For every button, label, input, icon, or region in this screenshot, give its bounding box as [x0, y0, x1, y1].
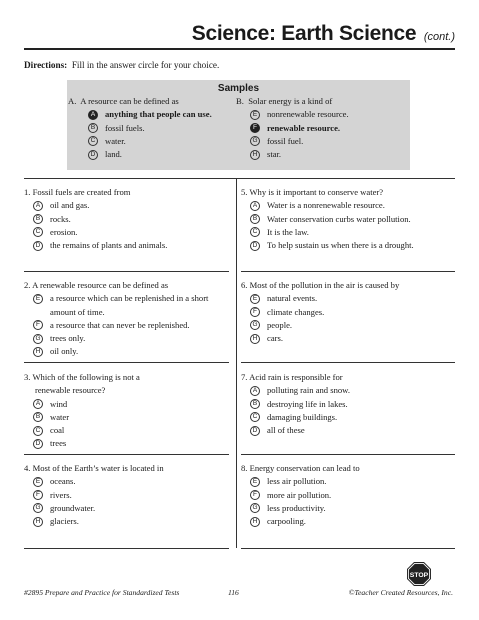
answer-option[interactable] — [250, 384, 455, 397]
divider-right-4 — [241, 548, 455, 549]
answer-bubble[interactable]: G — [250, 320, 260, 330]
question-stem: 1. Fossil fuels are created from — [24, 187, 131, 197]
question-stem: 7. Acid rain is responsible for — [241, 372, 343, 382]
option-text: oceans. — [50, 476, 76, 487]
answer-option[interactable] — [250, 199, 455, 212]
page-number: 116 — [228, 588, 239, 597]
question-3 — [24, 371, 229, 451]
answer-bubble[interactable]: B — [88, 123, 98, 133]
option-text: star. — [267, 149, 282, 160]
answer-bubble[interactable]: F — [250, 307, 260, 317]
option-text: polluting rain and snow. — [267, 385, 350, 396]
answer-option[interactable] — [33, 292, 229, 319]
option-text: trees — [50, 438, 67, 449]
sample-b — [236, 95, 349, 161]
divider-right-3 — [241, 454, 455, 455]
divider-left-2 — [24, 362, 229, 363]
option-text: cars. — [267, 333, 283, 344]
sample-b-option[interactable] — [250, 108, 349, 121]
answer-bubble[interactable]: G — [33, 334, 43, 344]
question-stem: 2. A renewable resource can be defined as — [24, 280, 169, 290]
question-stem: 5. Why is it important to conserve water? — [241, 187, 384, 197]
answer-bubble[interactable]: C — [33, 426, 43, 436]
question-2 — [24, 279, 229, 359]
option-text: fossil fuels. — [105, 122, 145, 133]
option-text: oil only. — [50, 346, 79, 357]
answer-bubble[interactable]: A — [33, 201, 43, 211]
footer-left: #2895 Prepare and Practice for Standardized Tests — [24, 588, 180, 597]
sample-a-option[interactable] — [88, 148, 212, 161]
directions-text: Fill in the answer circle for your choice. — [71, 60, 220, 70]
answer-bubble[interactable]: H — [250, 334, 260, 344]
directions — [24, 60, 219, 70]
option-text: carpooling. — [267, 516, 306, 527]
question-stem: 6. Most of the pollution in the air is caused by — [241, 280, 400, 290]
answer-bubble[interactable]: A — [33, 399, 43, 409]
sample-b-option[interactable] — [250, 122, 349, 135]
answer-option[interactable] — [33, 475, 229, 488]
question-7 — [241, 371, 455, 437]
sample-b-stem — [236, 95, 349, 108]
sample-a — [68, 95, 212, 161]
option-text: less productivity. — [267, 502, 326, 513]
sample-a-option[interactable] — [88, 122, 212, 135]
answer-option[interactable] — [250, 475, 455, 488]
footer-right: ©Teacher Created Resources, Inc. — [348, 588, 453, 597]
question-stem: 3. Which of the following is not a — [24, 372, 140, 382]
answer-bubble[interactable]: E — [250, 294, 260, 304]
divider-top — [24, 178, 455, 179]
option-text: renewable resource. — [267, 122, 341, 133]
answer-option[interactable] — [250, 398, 455, 411]
option-text: wind — [50, 398, 68, 409]
divider-left-1 — [24, 271, 229, 272]
answer-option[interactable] — [250, 213, 455, 226]
question-4 — [24, 462, 229, 528]
option-text: a resource that can never be replenished. — [50, 319, 190, 330]
option-text: people. — [267, 319, 293, 330]
answer-option[interactable] — [250, 411, 455, 424]
question-6 — [241, 279, 455, 345]
answer-option[interactable] — [33, 398, 229, 411]
divider-right-2 — [241, 362, 455, 363]
title-cont: (cont.) — [423, 31, 455, 43]
option-text: rivers. — [50, 489, 72, 500]
answer-option[interactable] — [33, 213, 229, 226]
option-text: land. — [105, 149, 122, 160]
option-text: a resource which can be replenished in a short amount of time. — [50, 293, 209, 317]
answer-bubble[interactable]: B — [33, 412, 43, 422]
question-stem-cont: renewable resource? — [35, 385, 106, 396]
stop-sign-icon — [407, 562, 431, 586]
option-text: trees only. — [50, 333, 86, 344]
answer-option[interactable] — [33, 199, 229, 212]
answer-bubble[interactable]: H — [33, 347, 43, 357]
sample-b-num: B. — [236, 96, 244, 106]
sample-a-num: A. — [68, 96, 77, 106]
samples-title: Samples — [217, 83, 260, 94]
answer-bubble[interactable]: A — [250, 386, 260, 396]
option-text: coal — [50, 425, 65, 436]
title-text: Science: Earth Science — [191, 22, 417, 45]
question-8 — [241, 462, 455, 528]
option-text: less air pollution. — [267, 476, 327, 487]
answer-bubble[interactable]: F — [33, 320, 43, 330]
answer-bubble[interactable]: D — [88, 150, 98, 160]
option-text: oil and gas. — [50, 200, 90, 211]
answer-option[interactable] — [33, 239, 229, 252]
question-1 — [24, 186, 229, 252]
divider-left-4 — [24, 548, 229, 549]
answer-bubble[interactable]: G — [33, 503, 43, 513]
answer-bubble[interactable]: F — [33, 490, 43, 500]
answer-bubble[interactable]: G — [250, 503, 260, 513]
answer-bubble[interactable]: C — [33, 227, 43, 237]
sample-a-option[interactable] — [88, 108, 212, 121]
answer-bubble[interactable]: D — [33, 439, 43, 449]
option-text: Water is a nonrenewable resource. — [267, 200, 385, 211]
answer-bubble[interactable]: E — [250, 110, 260, 120]
answer-bubble[interactable]: D — [33, 241, 43, 251]
answer-option[interactable] — [33, 332, 229, 345]
option-text: natural events. — [267, 293, 318, 304]
divider-right-1 — [241, 271, 455, 272]
answer-bubble[interactable]: F — [250, 123, 260, 133]
answer-option[interactable] — [250, 239, 455, 252]
option-text: climate changes. — [267, 306, 325, 317]
option-text: more air pollution. — [267, 489, 332, 500]
option-text: damaging buildings. — [267, 411, 338, 422]
answer-bubble[interactable]: G — [250, 136, 260, 146]
question-stem: 4. Most of the Earth’s water is located in — [24, 463, 164, 473]
answer-option[interactable] — [33, 411, 229, 424]
option-text: rocks. — [50, 213, 71, 224]
stop-sign-label: STOP — [409, 571, 429, 579]
answer-option[interactable] — [33, 502, 229, 515]
question-5 — [241, 186, 455, 252]
option-text: water. — [105, 135, 126, 146]
divider-left-3 — [24, 454, 229, 455]
answer-option[interactable] — [250, 319, 455, 332]
answer-option[interactable] — [33, 424, 229, 437]
answer-bubble[interactable]: E — [250, 477, 260, 487]
answer-option[interactable] — [250, 332, 455, 345]
answer-bubble[interactable]: D — [250, 241, 260, 251]
title-row — [24, 8, 455, 48]
option-text: nonrenewable resource. — [267, 109, 349, 120]
answer-bubble[interactable]: D — [250, 426, 260, 436]
answer-option[interactable] — [33, 515, 229, 528]
answer-bubble[interactable]: E — [33, 294, 43, 304]
directions-label: Directions: — [24, 60, 68, 70]
answer-bubble[interactable]: A — [250, 201, 260, 211]
sample-b-option[interactable] — [250, 148, 349, 161]
answer-option[interactable] — [250, 226, 455, 239]
answer-bubble[interactable]: A — [88, 110, 98, 120]
title-rule — [24, 48, 455, 50]
answer-bubble[interactable]: H — [250, 517, 260, 527]
answer-option[interactable] — [250, 292, 455, 305]
answer-bubble[interactable]: E — [33, 477, 43, 487]
page-title — [192, 22, 455, 46]
sample-a-option[interactable] — [88, 135, 212, 148]
answer-option[interactable] — [33, 489, 229, 502]
option-text: glaciers. — [50, 516, 79, 527]
option-text: groundwater. — [50, 502, 96, 513]
answer-bubble[interactable]: H — [250, 150, 260, 160]
answer-option[interactable] — [33, 226, 229, 239]
sample-b-stem-text: Solar energy is a kind of — [248, 96, 333, 106]
option-text: Water conservation curbs water pollution. — [267, 213, 411, 224]
answer-bubble[interactable]: C — [250, 227, 260, 237]
answer-option[interactable] — [250, 515, 455, 528]
answer-bubble[interactable]: H — [33, 517, 43, 527]
option-text: anything that people can use. — [105, 109, 212, 120]
answer-bubble[interactable]: F — [250, 490, 260, 500]
option-text: To help sustain us when there is a drought. — [267, 240, 414, 251]
answer-bubble[interactable]: B — [33, 214, 43, 224]
option-text: fossil fuel. — [267, 135, 304, 146]
option-text: It is the law. — [267, 226, 309, 237]
answer-bubble[interactable]: B — [250, 214, 260, 224]
option-text: the remains of plants and animals. — [50, 240, 168, 251]
option-text: destroying life in lakes. — [267, 398, 348, 409]
option-text: all of these — [267, 425, 305, 436]
option-text: erosion. — [50, 226, 78, 237]
answer-option[interactable] — [33, 319, 229, 332]
answer-option[interactable] — [250, 424, 455, 437]
answer-option[interactable] — [33, 345, 229, 358]
answer-bubble[interactable]: C — [250, 412, 260, 422]
answer-bubble[interactable]: C — [88, 136, 98, 146]
option-text: water — [50, 411, 70, 422]
column-divider — [236, 178, 237, 548]
answer-option[interactable] — [250, 502, 455, 515]
answer-option[interactable] — [250, 306, 455, 319]
answer-option[interactable] — [250, 489, 455, 502]
question-stem: 8. Energy conservation can lead to — [241, 463, 360, 473]
answer-bubble[interactable]: B — [250, 399, 260, 409]
answer-option[interactable] — [33, 437, 229, 450]
sample-a-stem — [68, 95, 212, 108]
sample-b-option[interactable] — [250, 135, 349, 148]
sample-a-stem-text: A resource can be defined as — [80, 96, 179, 106]
